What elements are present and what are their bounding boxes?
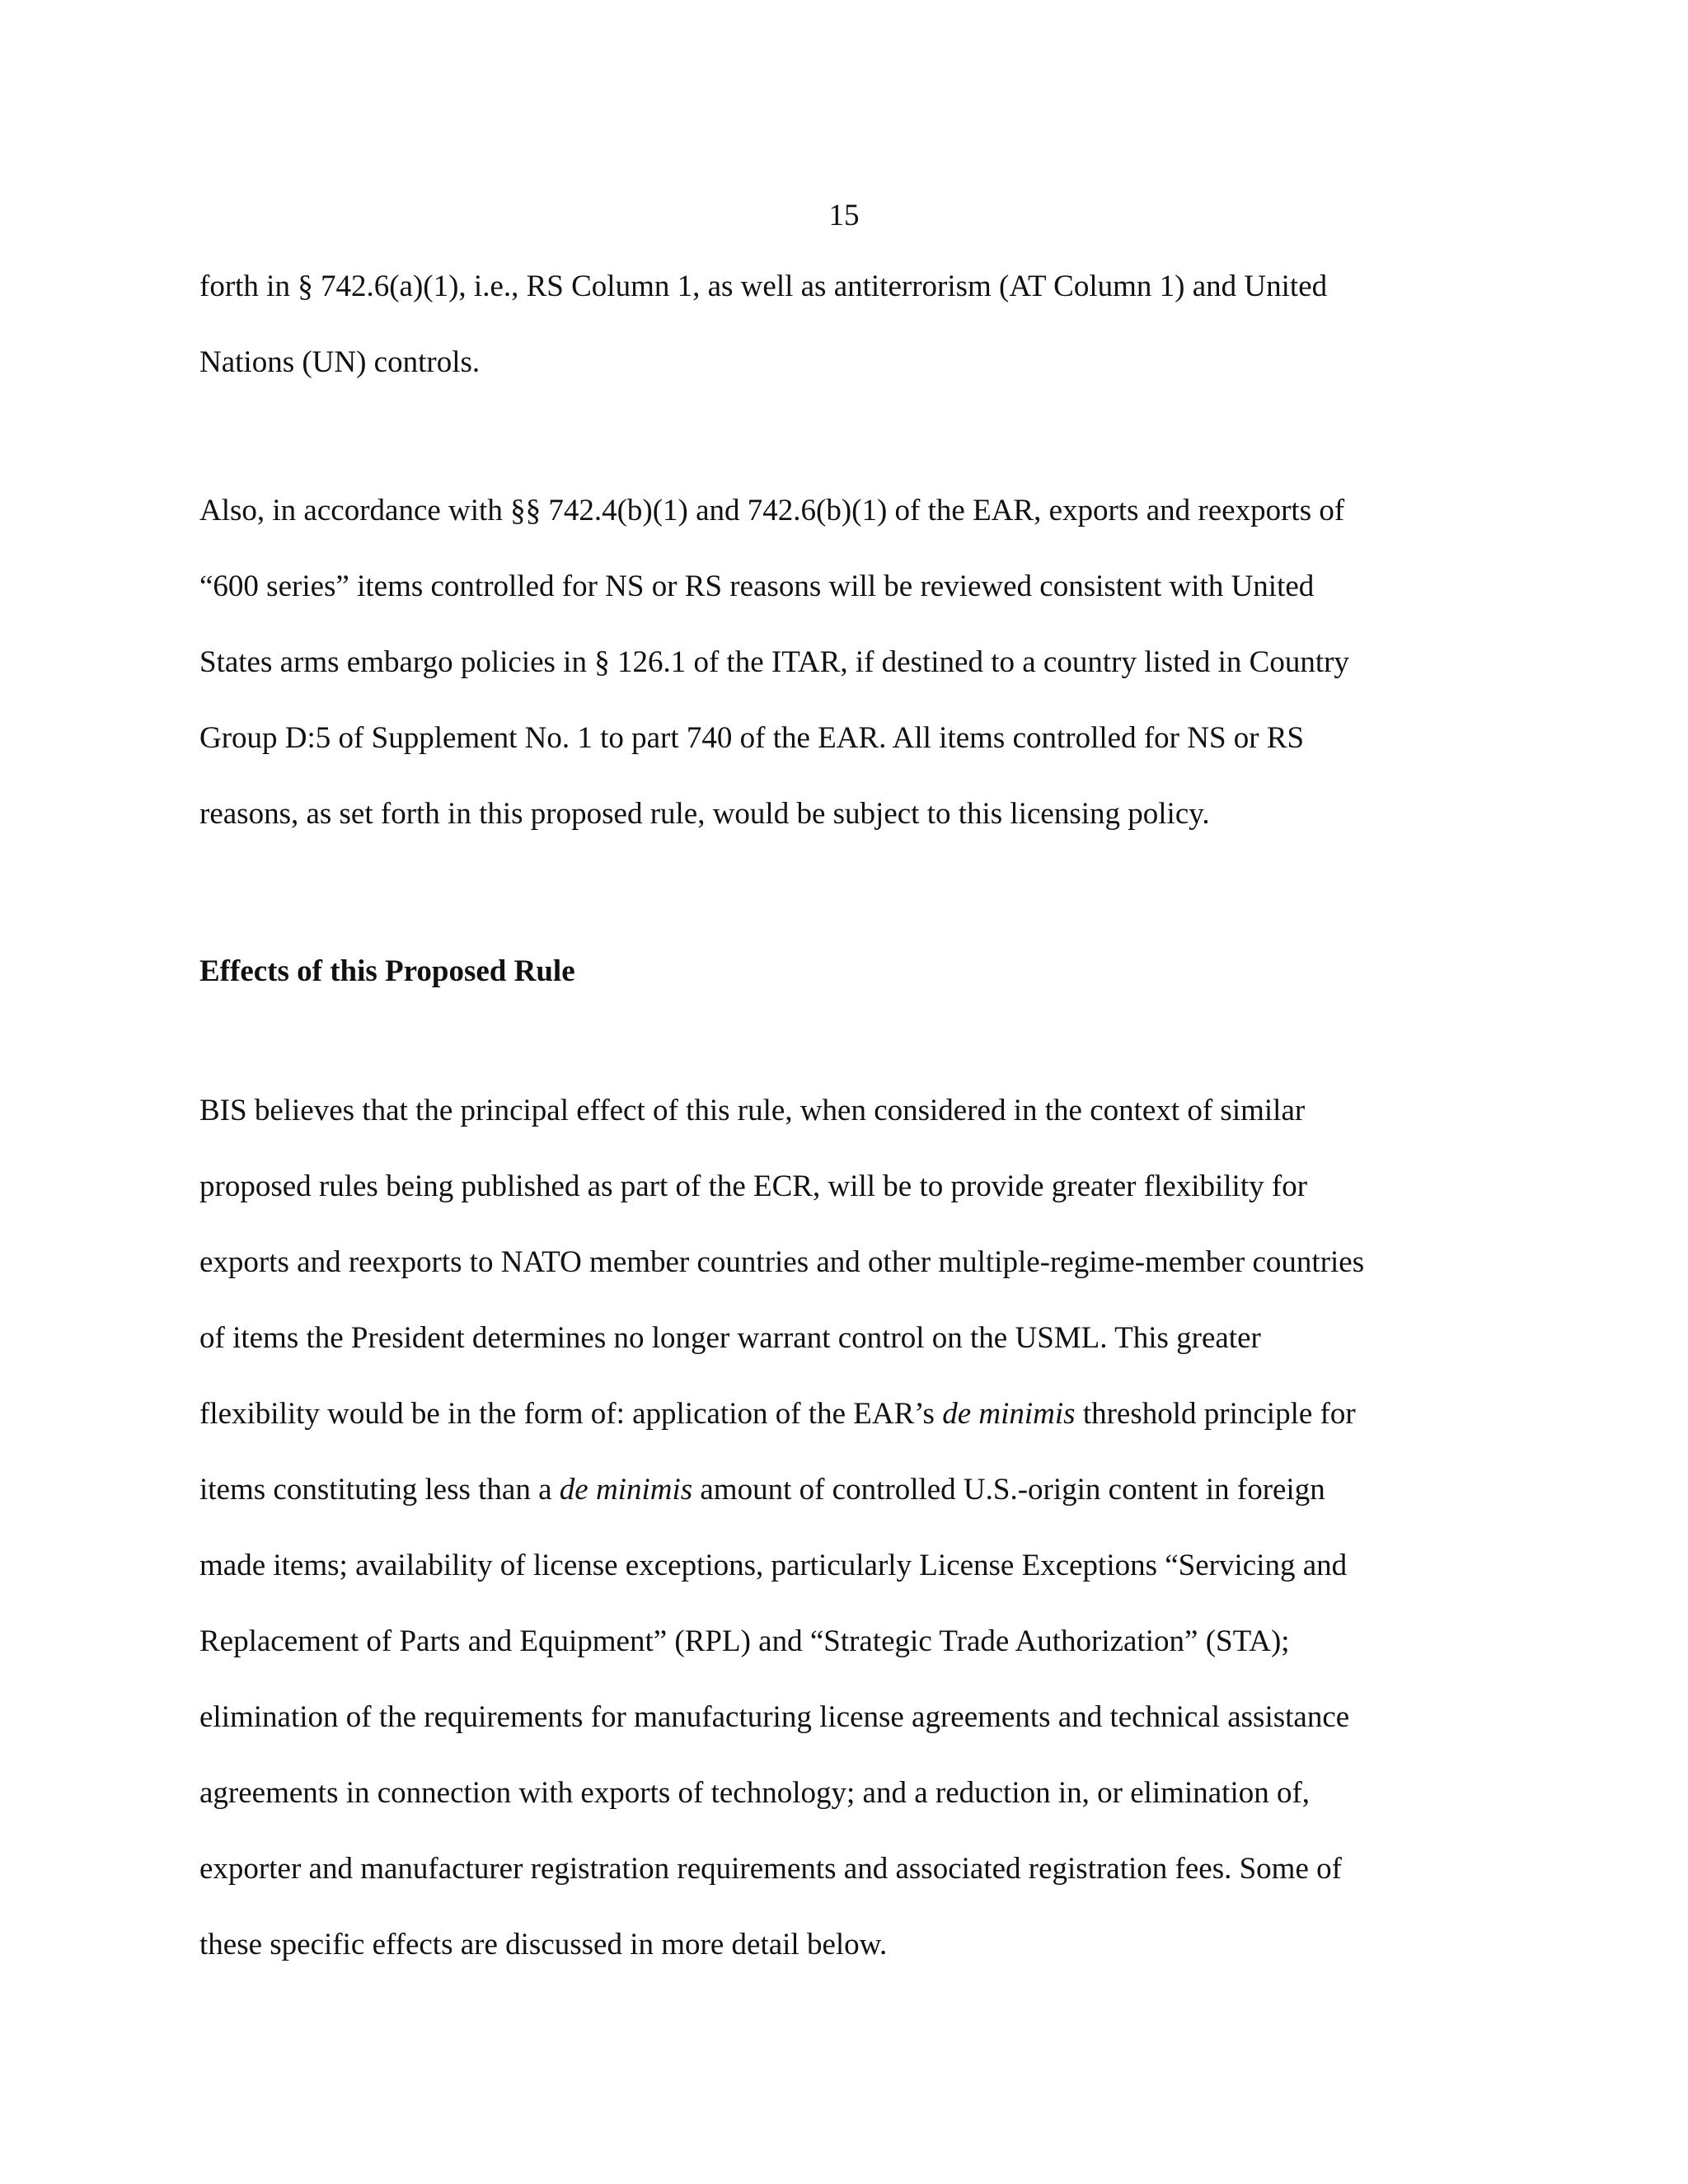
paragraph-continuation [199, 249, 1518, 401]
italic-term: de minimis [942, 1397, 1076, 1431]
paragraph-effects [199, 1073, 1518, 1983]
paragraph-line: agreements in connection with exports of technology; and a reduction in, or elimination of, [199, 1776, 1311, 1810]
paragraph-line: Replacement of Parts and Equipment” (RPL) and “Strategic Trade Authorization” (STA); [199, 1624, 1290, 1658]
page-number: 15 [828, 199, 860, 232]
paragraph-line: of items the President determines no longer warrant control on the USML. This greater [199, 1321, 1261, 1355]
paragraph-line: elimination of the requirements for manufacturing license agreements and technical assistance [199, 1700, 1350, 1734]
paragraph-line: “600 series” items controlled for NS or RS reasons will be reviewed consistent with United [199, 569, 1315, 603]
section-heading: Effects of this Proposed Rule [199, 954, 575, 988]
paragraph-line: forth in § 742.6(a)(1), i.e., RS Column 1, as well as antiterrorism (AT Column 1) and United [199, 269, 1328, 303]
text-segment: items constituting less than a [199, 1473, 560, 1507]
paragraph-line: BIS believes that the principal effect of this rule, when considered in the context of similar [199, 1094, 1306, 1127]
paragraph-line: these specific effects are discussed in more detail below. [199, 1928, 888, 1961]
paragraph-line: exporter and manufacturer registration requirements and associated registration fees. Some of [199, 1852, 1342, 1886]
paragraph-line [199, 1452, 1518, 1528]
italic-term: de minimis [559, 1473, 693, 1507]
text-segment: amount of controlled U.S.-origin content in foreign [692, 1473, 1325, 1507]
paragraph-line: reasons, as set forth in this proposed rule, would be subject to this licensing policy. [199, 797, 1210, 831]
paragraph-licensing-policy [199, 473, 1518, 852]
paragraph-line: exports and reexports to NATO member countries and other multiple-regime-member countries [199, 1245, 1365, 1279]
paragraph-line: Nations (UN) controls. [199, 345, 481, 379]
paragraph-line: Also, in accordance with §§ 742.4(b)(1) and 742.6(b)(1) of the EAR, exports and reexports of [199, 494, 1345, 527]
paragraph-line: Group D:5 of Supplement No. 1 to part 740 of the EAR. All items controlled for NS or RS [199, 721, 1305, 755]
paragraph-line: States arms embargo policies in § 126.1 of the ITAR, if destined to a country listed in Country [199, 645, 1349, 679]
text-segment: flexibility would be in the form of: application of the EAR’s [199, 1397, 943, 1431]
paragraph-line: made items; availability of license exceptions, particularly License Exceptions “Servicing and [199, 1549, 1348, 1582]
paragraph-line [199, 1376, 1518, 1452]
text-segment: threshold principle for [1075, 1397, 1356, 1431]
paragraph-line: proposed rules being published as part of the ECR, will be to provide greater flexibility for [199, 1169, 1308, 1203]
